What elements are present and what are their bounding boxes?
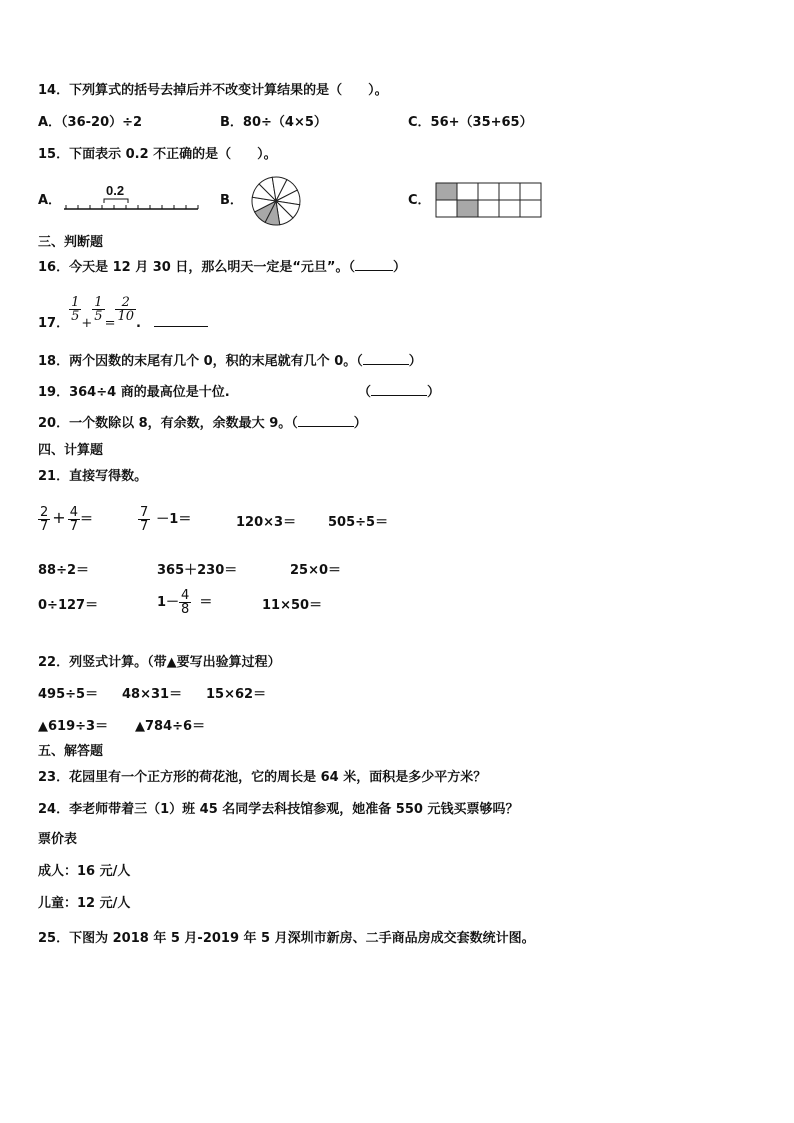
q22-item-5: ▲784÷6＝ <box>135 719 206 734</box>
q17-line <box>38 296 208 333</box>
q21-item-1 <box>38 506 93 533</box>
grid-cell-shaded <box>457 200 478 217</box>
q21-fraction-4-7: $\frac{4}{7}$ <box>69 505 78 534</box>
q20-text: 20．一个数除以 8，有余数，余数最大 9。（ <box>38 416 298 431</box>
q21-item-9 <box>157 589 212 616</box>
q21-fraction-7-7: $\frac{7}{7}$ <box>140 505 149 534</box>
q21-item-7: 25×0＝ <box>290 563 342 578</box>
q21-equals-9: ＝ <box>199 595 213 610</box>
q18-close: ） <box>408 354 422 369</box>
scale-label: 0.2 <box>106 183 125 198</box>
q21-text: 21．直接写得数。 <box>38 469 148 484</box>
q20-close: ） <box>353 416 367 431</box>
q19-text: 19．364÷4 商的最高位是十位. <box>38 385 230 400</box>
q21-plus: + <box>52 508 66 527</box>
q24-text: 24．李老师带着三（1）班 45 名同学去科技馆参观，她准备 550 元钱买票够吗？ <box>38 802 519 817</box>
q21-item-3: 120×3＝ <box>236 515 297 530</box>
q15-option-b[interactable]: B． <box>220 193 243 208</box>
q14-option-c[interactable]: C．56+（35+65） <box>408 115 533 130</box>
grid-figure <box>436 183 544 219</box>
q18-line <box>38 353 422 371</box>
q17-fraction-2: $\frac{1}{5}$ <box>94 295 103 324</box>
grid-cell <box>520 183 541 200</box>
q16-line <box>38 259 406 277</box>
q17-answer-blank[interactable] <box>154 326 208 327</box>
q22-item-2: 48×31＝ <box>122 687 183 702</box>
grid-cell <box>436 200 457 217</box>
q15-text: 15．下面表示 0.2 不正确的是（ ）。 <box>38 147 277 162</box>
q21-item-8: 0÷127＝ <box>38 598 99 613</box>
q20-line <box>38 415 367 433</box>
q21-item-10: 11×50＝ <box>262 598 323 613</box>
q17-equals: = <box>104 316 116 331</box>
q22-text: 22．列竖式计算。（带▲要写出验算过程） <box>38 655 281 670</box>
q21-one-minus: 1－ <box>157 595 180 610</box>
q21-equals-1: ＝ <box>79 512 93 527</box>
q17-plus: + <box>81 316 93 331</box>
q19-answer <box>358 384 440 402</box>
q14-option-b[interactable]: B．80÷（4×5） <box>220 115 327 130</box>
q20-answer-blank[interactable] <box>298 426 354 427</box>
q16-close: ） <box>392 260 406 275</box>
q18-text: 18．两个因数的末尾有几个 0，积的末尾就有几个 0。（ <box>38 354 363 369</box>
q23-text: 23．花园里有一个正方形的荷花池，它的周长是 64 米，面积是多少平方米？ <box>38 770 487 785</box>
circle-figure <box>248 176 308 226</box>
q24-adult-price: 成人：16 元/人 <box>38 864 131 879</box>
q16-text: 16．今天是 12 月 30 日，那么明天一定是“元旦”。（ <box>38 260 355 275</box>
grid-cell <box>520 200 541 217</box>
grid-cell <box>499 200 520 217</box>
section-5-heading: 五、解答题 <box>38 744 104 759</box>
q14-text: 14．下列算式的括号去掉后并不改变计算结果的是（ ）。 <box>38 83 388 98</box>
section-3-heading: 三、判断题 <box>38 235 104 250</box>
grid-cell <box>478 200 499 217</box>
q24-table-title: 票价表 <box>38 832 78 847</box>
q25-text: 25．下图为 2018 年 5 月-2019 年 5 月深圳市新房、二手商品房成交套数统计图。 <box>38 931 535 946</box>
q21-item-6: 365＋230＝ <box>157 563 238 578</box>
q17-fraction-3: $\frac{2}{10}$ <box>117 295 135 324</box>
q22-item-4: ▲619÷3＝ <box>38 719 109 734</box>
q21-fraction-4-8: $\frac{4}{8}$ <box>181 588 190 617</box>
q19-close: ） <box>427 385 441 400</box>
q17-fraction-1: $\frac{1}{5}$ <box>71 295 80 324</box>
q19-answer-blank[interactable] <box>371 395 427 396</box>
q21-fraction-2-7: $\frac{2}{7}$ <box>40 505 49 534</box>
q15-option-c[interactable]: C． <box>408 193 431 208</box>
grid-cell <box>478 183 499 200</box>
q22-item-3: 15×62＝ <box>206 687 267 702</box>
q19-open: （ <box>358 385 372 400</box>
grid-cell-shaded <box>436 183 457 200</box>
q15-option-a[interactable]: A． <box>38 193 62 208</box>
section-4-heading: 四、计算题 <box>38 443 104 458</box>
q17-num: 17． <box>38 316 70 331</box>
q21-item-2 <box>138 506 191 533</box>
q21-item-4: 505÷5＝ <box>328 515 389 530</box>
q21-minus-one: －1＝ <box>156 512 192 527</box>
q18-answer-blank[interactable] <box>363 364 409 365</box>
q16-answer-blank[interactable] <box>355 270 393 271</box>
number-line-figure <box>64 182 200 214</box>
q22-item-1: 495÷5＝ <box>38 687 99 702</box>
q17-dot: . <box>136 316 141 331</box>
q24-child-price: 儿童：12 元/人 <box>38 896 131 911</box>
grid-cell <box>457 183 478 200</box>
q21-item-5: 88÷2＝ <box>38 563 90 578</box>
grid-cell <box>499 183 520 200</box>
q14-option-a[interactable]: A．（36-20）÷2 <box>38 115 143 130</box>
